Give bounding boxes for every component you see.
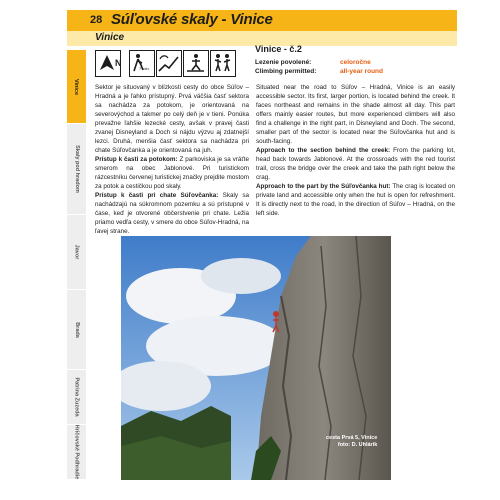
family-icon — [210, 50, 236, 77]
crag-photo — [121, 236, 391, 480]
text-column-slovak — [95, 83, 249, 236]
sector-info — [255, 44, 455, 76]
sidebar-tab-skaly-pod-hradom[interactable]: Skaly pod hradom — [67, 124, 86, 215]
sidebar-tab-hricovske-podhradie[interactable]: Hričovské Podhradie — [67, 425, 86, 480]
approach-hut-paragraph-en: Approach to the part by the Súľovčanka hut: The crag is located on private land and accessible only when the hut is open for refreshment. It is directly next to the road, in the direction of Súľov – Hradná, on the left side. — [256, 183, 455, 217]
compass-north-label: N — [115, 58, 122, 68]
sector-number-title: Vinice - č.2 — [255, 44, 302, 54]
info-row-permitted-en: Climbing permitted: all-year round — [255, 68, 383, 75]
sidebar-tab-patrina-zuzeda[interactable]: Patrina Zuzeda — [67, 370, 86, 425]
hiker-icon — [156, 50, 182, 77]
approach-creek-paragraph-en: Approach to the section behind the creek: From the parking lot, head back towards Jablonové. At the crossroads with the red tourist trail, cross the bridge over the creek and take the path right below the crag. — [256, 147, 455, 181]
intro-paragraph-sk: Sektor je situovaný v blízkosti cesty do obce Súľov – Hradná a je ľahko prístupný. Prvá väčšia časť sektora sa nachádza za potokom, je orientovaná na severovýchod a takmer po celý deň je v tieni. Ponúka prevažne ľahšie lezecké cesty, avšak v pravej časti zvanej Disneyland a Doch si nájdu výzvu aj zdatnejší lezci. Druhá, menšia časť sektora sa nachádza pri chate Súľovčanka a je orientovaná na juh. — [95, 84, 249, 154]
approach-hut-paragraph-sk: Prístup k časti pri chate Súľovčanka: Skaly sa nachádzajú na súkromnom pozemku a sú prístupné v čase, keď je otvorené občerstvenie pri chate. Ležia priamo vedľa cesty, v smere do obce Súľov-Hradná, na ľavej strane. — [95, 192, 249, 235]
climber-icon — [183, 50, 209, 77]
sidebar-tab-brada[interactable]: Brada — [67, 290, 86, 370]
sidebar-index — [67, 50, 86, 480]
walk-time-icon: 7 min. — [129, 50, 155, 77]
sidebar-tab-javor[interactable]: Javor — [67, 215, 86, 290]
intro-paragraph-en: Situated near the road to Súľov – Hradná, Vinice is an easily accessible sector. Its first, larger portion, is located behind the creek. It faces northeast and remains in the shade almost all day. This part offers mainly easier routes, but more experienced climbers will also find a challenge in the right part, in Disneyland and Doch. The second, smaller part of the sector is located near the Súľovčanka hut and is south-facing. — [256, 84, 455, 145]
info-row-permitted-sk: Lezenie povolené: celoročne — [255, 59, 371, 66]
page-number: 28 — [90, 14, 103, 26]
photo-caption: cesta Prvá 5, Vinice foto: D. Uhlárik — [326, 435, 378, 448]
chapter-title: Súľovské skaly - Vinice — [111, 11, 273, 28]
sector-title: Vinice — [95, 32, 125, 43]
page-header — [67, 10, 457, 31]
sidebar-tab-vinice[interactable]: Vinice — [67, 50, 86, 124]
approach-creek-paragraph-sk: Prístup k časti za potokom: Z parkoviska je sa vráťte smerom na obec Jablonové. Pri turistickom rázcestníku červenej turistickej značky prejdite mostom za potok a cestičkou pod skaly. — [95, 156, 250, 190]
text-column-english — [256, 83, 455, 218]
